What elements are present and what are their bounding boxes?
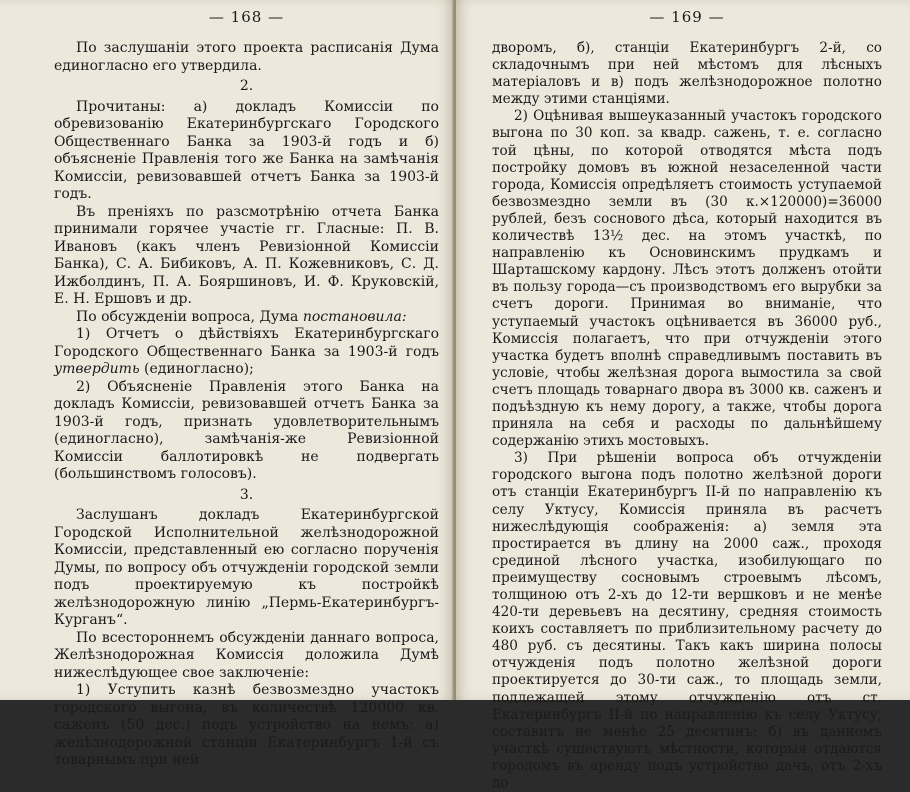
paragraph xyxy=(54,326,439,379)
paragraph xyxy=(492,450,882,792)
paragraph xyxy=(54,682,439,770)
left-page-text xyxy=(54,40,439,770)
text-run: По всестороннемъ обсужденіи даннаго вопроса, Желѣзнодорожная Комиссія доложила Думѣ нижеслѣдующее свое заключеніе: xyxy=(54,629,439,681)
text-run: 2. xyxy=(239,78,254,94)
text-run: Заслушанъ докладъ Екатеринбургской Городской Исполнительной желѣзнодорожной Комиссіи, представленный ею согласно порученія Думы, по вопросу объ отчужденіи городской земли подъ проектируемую къ постройкѣ желѣзнодорожную линію „Пермь-Екатеринбургъ-Курганъ“. xyxy=(54,507,439,628)
paragraph xyxy=(54,309,439,327)
paragraph xyxy=(54,40,439,75)
emphasis-text: постановила: xyxy=(302,308,407,325)
paragraph xyxy=(54,630,439,683)
paragraph xyxy=(54,204,439,309)
paragraph xyxy=(492,40,882,108)
text-run: 2) Оцѣнивая вышеуказанный участокъ городского выгона по 30 коп. за квадр. сажень, т. е. согласно той цѣны, по которой отводятся мѣста подъ постройку домовъ въ южной незаселенной части города, Комиссія опредѣляетъ стоимость уступаемой безвозмездно земли въ (30 к.×120000)=36000 рублей, безъ соснового дѣса, который находится въ количествѣ 13½ дес. на этомъ участкѣ, по направленію къ Основинскимъ прудкамъ и Шарташскому кардону. Лѣсъ этотъ долженъ отойти въ пользу города—съ производствомъ его вырубки за счетъ дороги. Принимая во вниманіе, что уступаемый участокъ оцѣнивается въ 36000 руб., Комиссія полагаетъ, что при отчужденіи этого участка будетъ вполнѣ справедливымъ поставить въ условіе, чтобы желѣзная дорога вымостила за свой счетъ площадь товарнаго двора въ 3000 кв. саженъ и подъѣздную къ нему дорогу, а также, чтобы дорога приняла на себя и расходы по дальнѣйшему содержанію этихъ мостовыхъ. xyxy=(492,108,882,450)
paragraph xyxy=(492,108,882,450)
text-run: 3) При рѣшеніи вопроса объ отчужденіи городского выгона подъ полотно желѣзной дороги отъ станціи Екатеринбургъ II-й по направленію къ селу Уктусу, Комиссія приняла въ расчетъ нижеслѣдующія соображенія: а) земля эта простирается въ длину на 2000 саж., проходя срединой лѣсного участка, изобилующаго по преимуществу сосновымъ строевымъ лѣсомъ, толщиною отъ 2-хъ до 12-ти вершковъ и не менѣе 420-ти деревьевъ на десятину, средняя стоимость коихъ составляетъ по приблизительному расчету до 480 руб. съ десятины. Такъ какъ ширина полосы отчужденія подъ полотно желѣзной дороги проектируется до 30-ти саж., то площадь земли, подлежащей этому отчужденію отъ ст. Екатеринбургъ II-й по направленію къ селу Уктусу, составитъ не менѣе 25 десятинъ; б) въ данномъ участкѣ существуютъ мѣстности, которыя отдаются городомъ въ аренду подъ устройство дачъ, отъ 2-хъ до xyxy=(492,450,882,792)
text-run: (единогласно); xyxy=(139,361,254,377)
text-run: Прочитаны: а) докладъ Комиссіи по обревизованію Екатеринбургскаго Городского Общественнаго Банка за 1903-й годъ и б) объясненіе Правленія того же Банка на замѣчанія Комиссіи, ревизовавшей отчетъ Банка за 1903-й годъ. xyxy=(54,98,439,202)
text-run: дворомъ, б), станціи Екатеринбургъ 2-й, со складочнымъ при ней мѣстомъ для лѣсныхъ матеріаловъ и в) подъ желѣзнодорожное полотно между этими станціями. xyxy=(492,40,882,108)
text-run: 2) Объясненіе Правленія этого Банка на докладъ Комиссіи, ревизовавшей отчетъ Банка за 1903-й годъ, признать удовлетворительнымъ (единогласно), замѣчанія-же Ревизіонной Комиссіи баллотировкѣ не подвергать (большинствомъ голосовъ). xyxy=(54,378,439,482)
emphasis-text: утвердить xyxy=(54,361,140,377)
text-run: По обсужденіи вопроса, Дума xyxy=(76,308,303,325)
section-number xyxy=(54,78,439,96)
paragraph xyxy=(54,379,439,484)
text-run: 3. xyxy=(239,486,254,503)
paragraph xyxy=(54,507,439,630)
text-run: Въ преніяхъ по разсмотрѣнію отчета Банка принимали горячее участіе гг. Гласные: П. В. Ивановъ (какъ членъ Ревизіонной Комиссіи Банка), С. А. Бибиковъ, А. П. Кожевниковъ, С. Д. Ижболдинъ, П. А. Бояршиновъ, И. Ф. Круковскій, Е. Н. Ершовъ и др. xyxy=(54,203,439,307)
text-run: 1) Уступить казнѣ безвозмездно участокъ городского выгона, въ количествѣ 120000 кв. саженъ (50 дес.) подъ устройство на немъ: а) желѣзнодорожной станціи Екатеринбургъ 1-й съ товарнымъ при ней xyxy=(54,682,439,768)
left-page-number: — 168 — xyxy=(208,8,285,26)
section-number xyxy=(54,487,439,505)
left-page xyxy=(0,0,454,768)
text-run: По заслушаніи этого проекта расписанія Дума единогласно его утвердила. xyxy=(54,40,439,74)
right-page-text xyxy=(492,40,882,792)
right-page-number: — 169 — xyxy=(649,8,725,26)
right-page xyxy=(456,0,910,792)
text-run: 1) Отчетъ о дѣйствіяхъ Екатеринбургскаго Городского Общественнаго Банка за 1903-й годъ xyxy=(54,326,439,360)
paragraph xyxy=(54,99,439,204)
